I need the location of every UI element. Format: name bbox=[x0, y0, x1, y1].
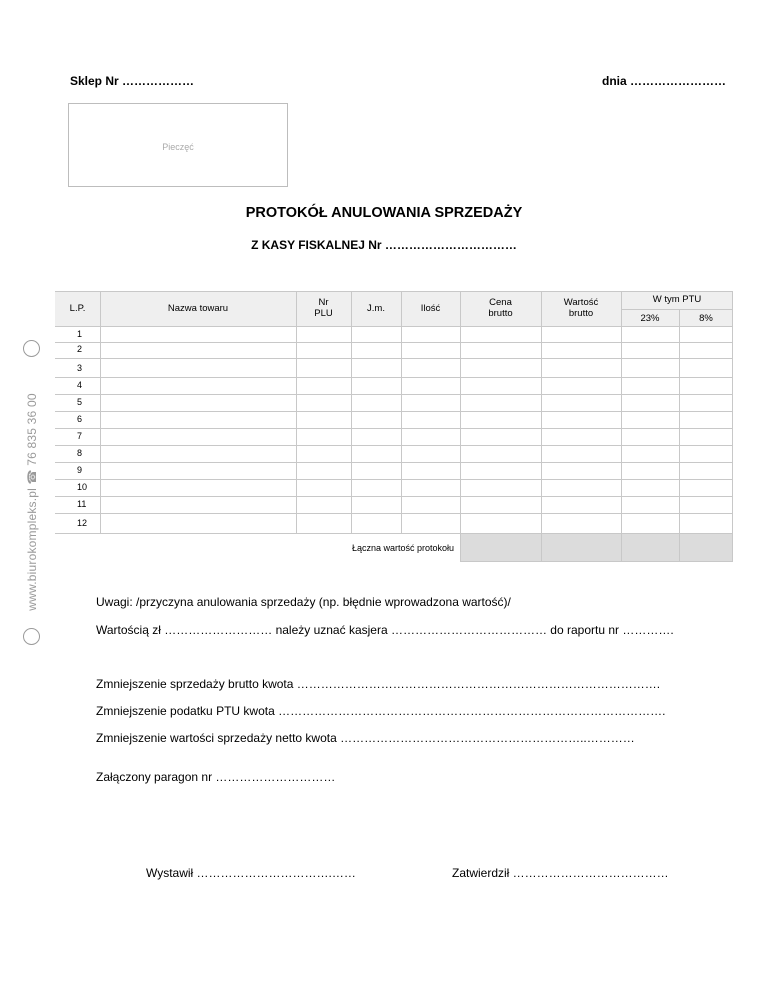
row-number: 6 bbox=[77, 414, 83, 424]
row-number: 1 bbox=[77, 329, 83, 339]
issued-by-signature: Wystawił …………………………….…… bbox=[146, 866, 356, 880]
net-reduction-line: Zmniejszenie wartości sprzedaży netto kwota ……………………………………………………..………… bbox=[96, 731, 635, 745]
col-header-jm: J.m. bbox=[367, 303, 385, 314]
cashier-line: Wartością zł ……………………… należy uznać kasjera ………………………………… do raportu nr …………. bbox=[96, 623, 674, 637]
row-number: 9 bbox=[77, 465, 83, 475]
col-header-price bbox=[460, 297, 541, 319]
items-table bbox=[55, 291, 733, 566]
row-number: 11 bbox=[77, 499, 87, 509]
stamp-label: Pieczęć bbox=[162, 142, 194, 152]
col-header-ptu-8: 8% bbox=[699, 313, 713, 324]
punch-hole-top-icon bbox=[23, 340, 40, 357]
col-header-qty: Ilość bbox=[420, 303, 441, 314]
col-header-plu-line1: Nr bbox=[318, 297, 329, 308]
total-label: Łączna wartość protokołu bbox=[351, 543, 454, 553]
table-lines bbox=[55, 291, 733, 562]
document-title: PROTOKÓŁ ANULOWANIA SPRZEDAŻY bbox=[245, 205, 523, 221]
col-header-lp: L.P. bbox=[69, 303, 86, 314]
col-header-value bbox=[541, 297, 621, 319]
col-header-name: Nazwa towaru bbox=[167, 303, 229, 314]
row-number: 3 bbox=[77, 363, 83, 373]
col-header-ptu: W tym PTU bbox=[652, 294, 702, 305]
receipt-line: Załączony paragon nr ………………………… bbox=[96, 770, 336, 784]
remarks-line: Uwagi: /przyczyna anulowania sprzedaży (np. błędnie wprowadzona wartość)/ bbox=[96, 595, 511, 609]
col-header-price-line1: Cena bbox=[489, 297, 512, 308]
col-header-value-line2: brutto bbox=[568, 308, 594, 319]
stamp-box bbox=[68, 103, 288, 187]
punch-hole-bottom-icon bbox=[23, 628, 40, 645]
row-number: 10 bbox=[77, 482, 88, 492]
gross-reduction-line: Zmniejszenie sprzedaży brutto kwota ………………………………………………………………………………. bbox=[96, 677, 661, 691]
date-field: dnia …………………… bbox=[601, 74, 726, 88]
row-number: 12 bbox=[77, 518, 88, 528]
row-number: 7 bbox=[77, 431, 83, 441]
watermark-text: www.biurokompleks.pl ☎ 76 835 36 00 bbox=[25, 393, 39, 611]
col-header-price-line2: brutto bbox=[488, 308, 513, 319]
col-header-value-line1: Wartość bbox=[563, 297, 599, 308]
table-grid bbox=[55, 291, 733, 566]
side-watermark bbox=[20, 340, 46, 650]
row-number: 4 bbox=[77, 380, 83, 390]
row-number: 8 bbox=[77, 448, 83, 458]
shop-number-field: Sklep Nr ……………… bbox=[70, 74, 195, 88]
total-row-bg bbox=[460, 533, 733, 561]
col-header-ptu-23: 23% bbox=[640, 313, 660, 324]
row-number: 2 bbox=[77, 344, 83, 354]
tax-reduction-line: Zmniejszenie podatku PTU kwota ……………………………………………………………………………………. bbox=[96, 704, 666, 718]
row-number: 5 bbox=[77, 397, 83, 407]
approved-by-signature: Zatwierdził ………………………………… bbox=[452, 866, 669, 880]
col-header-plu bbox=[296, 297, 351, 319]
col-header-plu-line2: PLU bbox=[314, 308, 333, 319]
document-subtitle: Z KASY FISKALNEJ Nr …………………………… bbox=[251, 238, 517, 252]
